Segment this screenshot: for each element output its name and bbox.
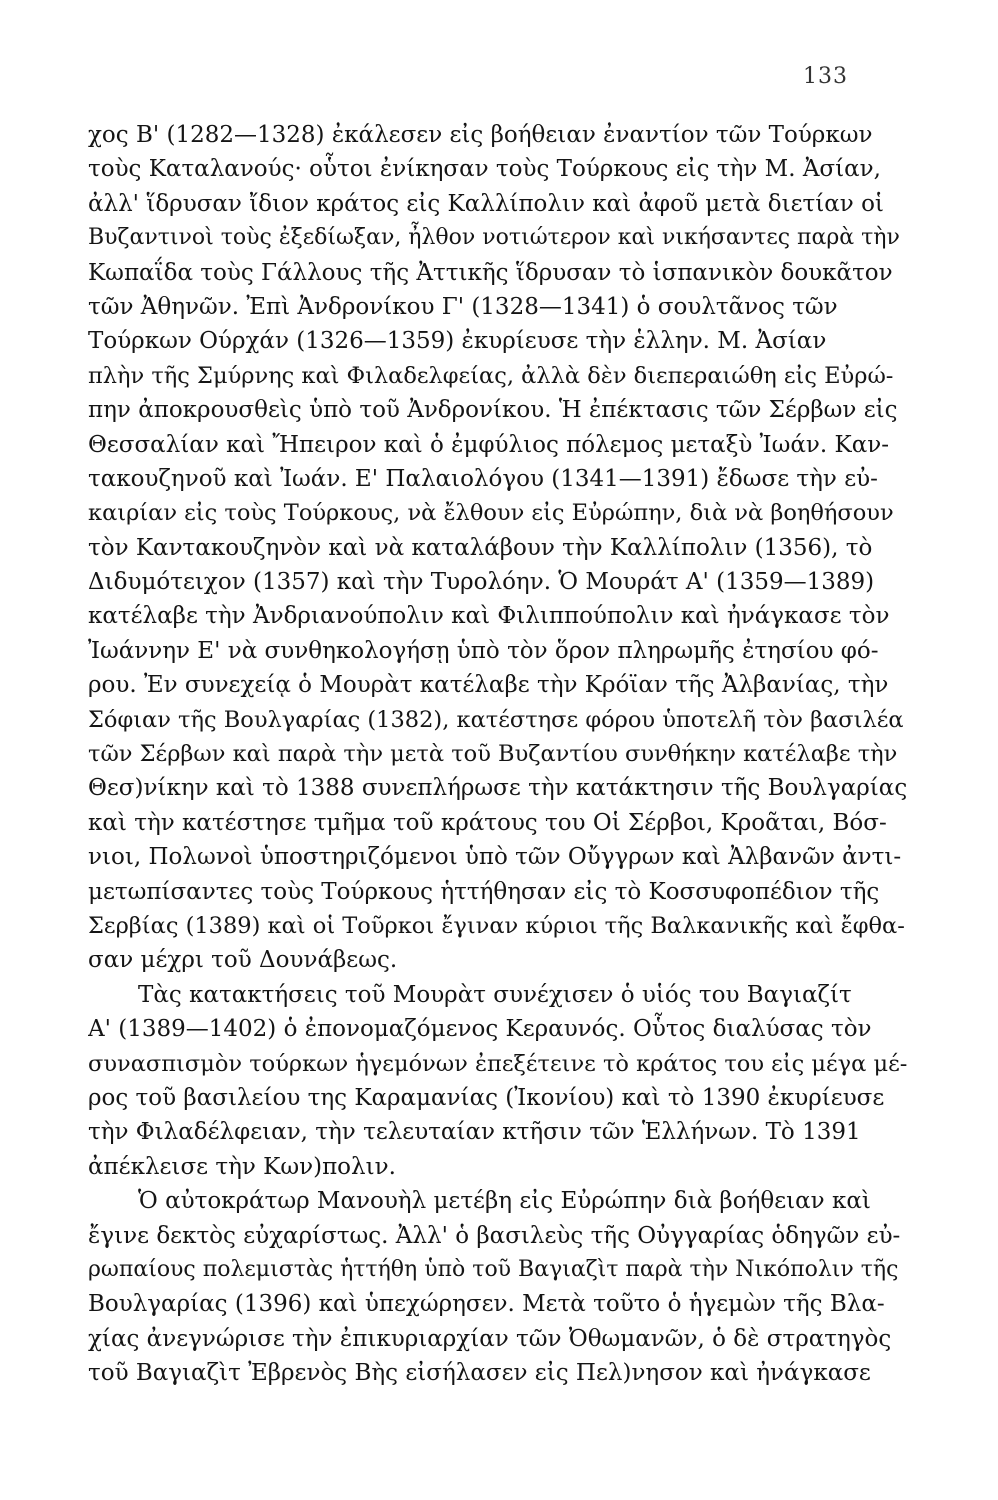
text-line: τῶν Σέρβων καὶ παρὰ τὴν μετὰ τοῦ Βυζαντίου συνθήκην κατέλαβε τὴν <box>88 741 898 768</box>
text-line: χίας ἀνεγνώρισε τὴν ἐπικυριαρχίαν τῶν Ὀθωμανῶν, ὁ δὲ στρατηγὸς <box>88 1325 892 1352</box>
text-line: τοῦ Βαγιαζὶτ Ἐβρενὸς Βὴς εἰσήλασεν εἰς Πελ)νησον καὶ ἠνάγκασε <box>88 1360 871 1387</box>
text-line: Διδυμότειχον (1357) καὶ τὴν Τυρολόην. Ὁ Μουράτ Α' (1359—1389) <box>88 569 875 596</box>
text-line: Κωπαΐδα τοὺς Γάλλους τῆς Ἀττικῆς ἵδρυσαν τὸ ἱσπανικὸν δουκᾶτον <box>88 259 893 286</box>
text-line: Τὰς κατακτήσεις τοῦ Μουρὰτ συνέχισεν ὁ υἱός του Βαγιαζίτ <box>138 981 852 1008</box>
text-line: ἀλλ' ἵδρυσαν ἴδιον κράτος εἰς Καλλίπολιν καὶ ἀφοῦ μετὰ διετίαν οἱ <box>88 190 884 217</box>
text-line: Α' (1389—1402) ὁ ἐπονομαζόμενος Κεραυνός. Οὗτος διαλύσας τὸν <box>88 1016 872 1043</box>
text-line: τὸν Καντακουζηνὸν καὶ νὰ καταλάβουν τὴν Καλλίπολιν (1356), τὸ <box>88 534 873 561</box>
text-line: τὴν Φιλαδέλφειαν, τὴν τελευταίαν κτῆσιν τῶν Ἑλλήνων. Τὸ 1391 <box>88 1119 861 1146</box>
text-line: Θεσ)νίκην καὶ τὸ 1388 συνεπλήρωσε τὴν κατάκτησιν τῆς Βουλγαρίας <box>88 775 908 802</box>
text-line: νιοι, Πολωνοὶ ὑποστηριζόμενοι ὑπὸ τῶν Οὔγγρων καὶ Ἀλβανῶν ἀντι- <box>88 844 902 871</box>
text-line: πλὴν τῆς Σμύρνης καὶ Φιλαδελφείας, ἀλλὰ δὲν διεπεραιώθη εἰς Εὐρώ- <box>88 362 894 389</box>
page-number: 133 <box>803 64 848 89</box>
text-line: κατέλαβε τὴν Ἀνδριανούπολιν καὶ Φιλιππούπολιν καὶ ἠνάγκασε τὸν <box>88 603 890 630</box>
text-line: Ἰωάννην Ε' νὰ συνθηκολογήσῃ ὑπὸ τὸν ὅρον πληρωμῆς ἐτησίου φό- <box>88 637 879 664</box>
text-line: τῶν Ἀθηνῶν. Ἐπὶ Ἀνδρονίκου Γ' (1328—1341) ὁ σουλτᾶνος τῶν <box>88 293 838 320</box>
text-line: συνασπισμὸν τούρκων ἡγεμόνων ἐπεξέτεινε τὸ κράτος του εἰς μέγα μέ- <box>88 1050 908 1077</box>
text-line: Θεσσαλίαν καὶ Ἤπειρον καὶ ὁ ἐμφύλιος πόλεμος μεταξὺ Ἰωάν. Καν- <box>88 431 890 458</box>
text-line: ρου. Ἐν συνεχείᾳ ὁ Μουρὰτ κατέλαβε τὴν Κρόϊαν τῆς Ἀλβανίας, τὴν <box>88 672 889 699</box>
text-line: σαν μέχρι τοῦ Δουνάβεως. <box>88 947 398 974</box>
text-line: μετωπίσαντες τοὺς Τούρκους ἡττήθησαν εἰς τὸ Κοσσυφοπέδιον τῆς <box>88 878 880 905</box>
text-line: Σόφιαν τῆς Βουλγαρίας (1382), κατέστησε φόρου ὑποτελῆ τὸν βασιλέα <box>88 706 904 733</box>
text-line: ρωπαίους πολεμιστὰς ἡττήθη ὑπὸ τοῦ Βαγιαζὶτ παρὰ τὴν Νικόπολιν τῆς <box>88 1256 899 1282</box>
text-line: καιρίαν εἰς τοὺς Τούρκους, νὰ ἔλθουν εἰς Εὐρώπην, διὰ νὰ βοηθήσουν <box>88 500 894 527</box>
body-text <box>88 118 910 1390</box>
text-line: ἀπέκλεισε τὴν Κων)πολιν. <box>88 1153 396 1180</box>
text-line: πην ἀποκρουσθεὶς ὑπὸ τοῦ Ἀνδρονίκου. Ἡ ἐπέκτασις τῶν Σέρβων εἰς <box>88 397 898 424</box>
text-line: Βουλγαρίας (1396) καὶ ὑπεχώρησεν. Μετὰ τοῦτο ὁ ἡγεμὼν τῆς Βλα- <box>88 1291 885 1318</box>
text-line: ἔγινε δεκτὸς εὐχαρίστως. Ἀλλ' ὁ βασιλεὺς τῆς Οὐγγαρίας ὁδηγῶν εὐ- <box>88 1222 901 1249</box>
text-line: καὶ τὴν κατέστησε τμῆμα τοῦ κράτους του Οἱ Σέρβοι, Κροᾶται, Βόσ- <box>88 809 887 836</box>
text-line: Βυζαντινοὶ τοὺς ἐξεδίωξαν, ἦλθον νοτιώτερον καὶ νικήσαντες παρὰ τὴν <box>88 225 900 251</box>
text-line: Σερβίας (1389) καὶ οἱ Τοῦρκοι ἔγιναν κύριοι τῆς Βαλκανικῆς καὶ ἔφθα- <box>88 912 905 939</box>
text-line: Ὁ αὐτοκράτωρ Μανουὴλ μετέβη εἰς Εὐρώπην διὰ βοήθειαν καὶ <box>138 1188 871 1215</box>
text-line: ρος τοῦ βασιλείου της Καραμανίας (Ἰκονίου) καὶ τὸ 1390 ἐκυρίευσε <box>88 1084 885 1111</box>
text-line: τοὺς Καταλανούς· οὗτοι ἐνίκησαν τοὺς Τούρκους εἰς τὴν Μ. Ἀσίαν, <box>88 156 881 183</box>
text-line: χος Β' (1282—1328) ἐκάλεσεν εἰς βοήθειαν ἐναντίον τῶν Τούρκων <box>88 122 873 148</box>
text-line: τακουζηνοῦ καὶ Ἰωάν. Ε' Παλαιολόγου (1341—1391) ἔδωσε τὴν εὐ- <box>88 465 878 492</box>
text-line: Τούρκων Ούρχάν (1326—1359) ἐκυρίευσε τὴν ἑλλην. Μ. Ἀσίαν <box>88 328 827 355</box>
